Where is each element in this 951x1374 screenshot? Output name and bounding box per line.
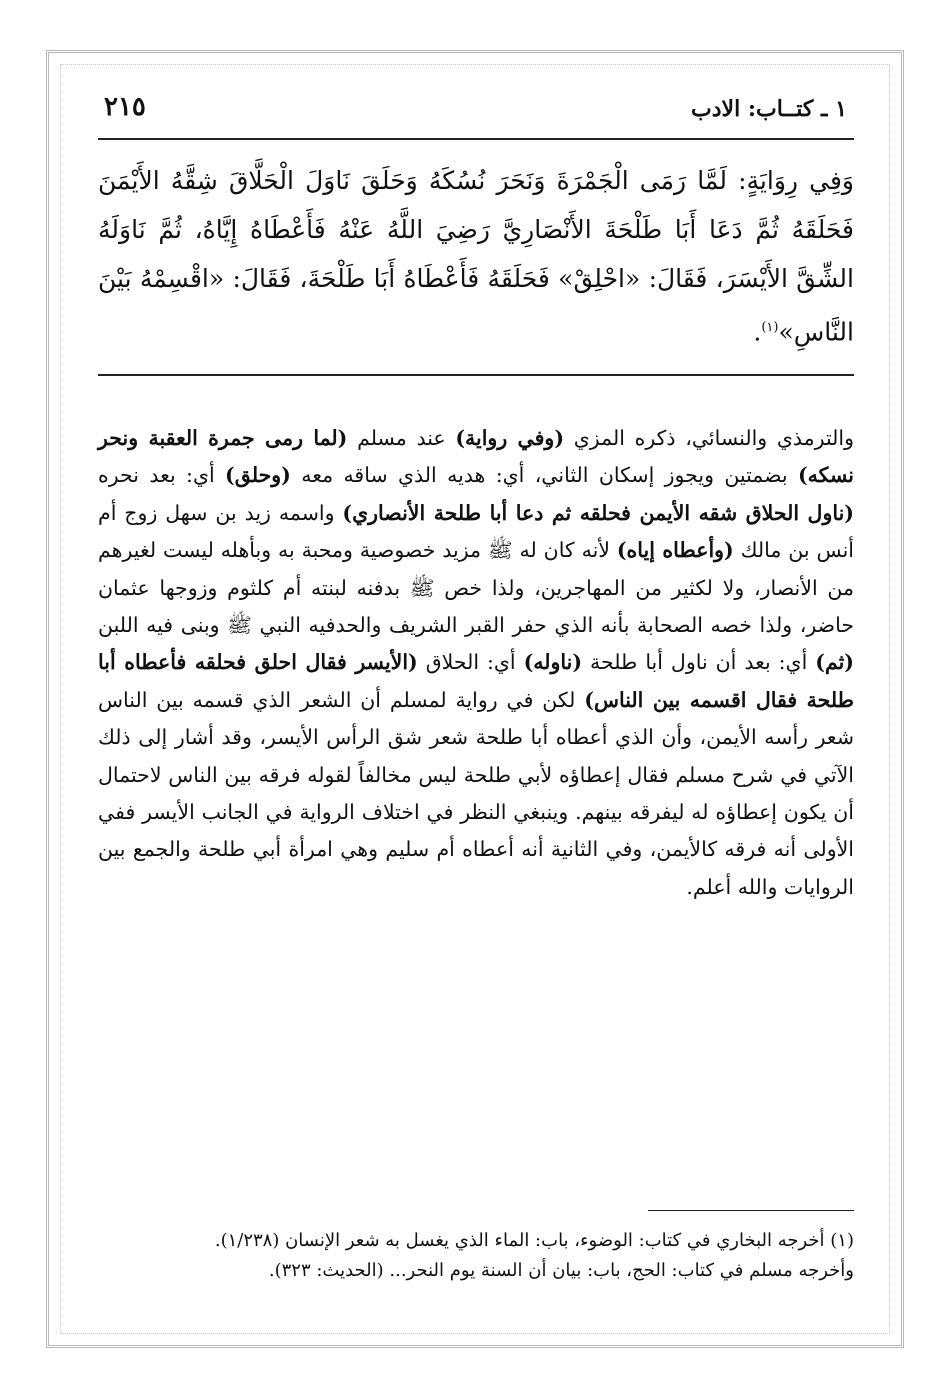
commentary-segment: لأنه كان له ﷺ مزيد خصوصية ومحبة به وبأهله ليست لغيرهم من الأنصار، ولا لكثير من المهاجرين، ولذا خص ﷺ بدفنه لبنته أم كلثوم وزوجها عثمان حاضر، ولذا خصه الصحابة بأنه الذي حفر القبر الشريف والحدفيه النبي ﷺ وبنى فيه اللبن xyxy=(98,538,854,638)
footnotes xyxy=(98,1226,854,1286)
commentary-segment: عند مسلم xyxy=(347,426,456,450)
commentary-quote: (ناول الحلاق شقه الأيمن فحلقه ثم دعا أبا طلحة الأنصاري) xyxy=(342,500,854,525)
commentary-quote: (وأعطاه إياه) xyxy=(616,538,734,563)
commentary-segment: بضمتين ويجوز إسكان الثاني، أي: هديه الذي ساقه معه xyxy=(290,463,798,488)
commentary-quote: (وحلق) xyxy=(225,463,291,488)
commentary-segment: لكن في رواية لمسلم أن الشعر الذي قسمه بين الناس شعر رأسه الأيمن، وأن الذي أعطاه أبا طلحة شعر شق الرأس الأيسر، وقد أشار إلى ذلك الآتي في شرح مسلم فقال إعطاؤه لأبي طلحة ليس مخالفاً لقوله فرقه بين الناس لاحتمال أن يكون إعطاؤه له ليفرقه بينهم. وينبغي النظر في اختلاف الرواية في الجانب الأيسر ففي الأولى أنه فرقه كالأيمن، وفي الثانية أنه أعطاه أم سليم وهي امرأة أبي طلحة والجمع بين الروايات والله أعلم. xyxy=(98,687,854,899)
header-rule xyxy=(98,138,854,140)
commentary-segment: أي: بعد أن ناول أبا طلحة xyxy=(582,650,816,675)
commentary-segment: واسمه زيد بن سهل زوج أم أنس بن مالك xyxy=(98,500,854,563)
commentary-quote: (لما رمى جمرة العقبة ونحر نسكه) xyxy=(98,426,854,488)
footnote-ref: (١) xyxy=(761,320,779,335)
commentary-quote: (الأيسر فقال احلق فحلقه فأعطاه أبا طلحة فقال اقسمه بين الناس) xyxy=(98,650,855,712)
hadith-body: وَفِي رِوَايَةٍ: لَمَّا رَمَى الْجَمْرَةَ وَنَحَرَ نُسُكَهُ وَحَلَقَ نَاوَلَ الْحَلَّاقَ شِقَّهُ الأَيْمَنَ فَحَلَقَهُ ثُمَّ دَعَا أَبَا طَلْحَةَ الأَنْصَارِيَّ رَضِيَ اللَّهُ عَنْهُ فَأَعْطَاهُ إِيَّاهُ، ثُمَّ نَاوَلَهُ الشِّقَّ الأَيْسَرَ، فَقَالَ: «احْلِقْ» فَحَلَقَهُ فَأَعْطَاهُ أَبَا طَلْحَةَ، فَقَالَ: «اقْسِمْهُ بَيْنَ النَّاسِ» xyxy=(98,166,854,347)
footnote-1-continued: وأخرجه مسلم في كتاب: الحج، باب: بيان أن السنة يوم النحر... (الحديث: ٣٢٣). xyxy=(268,1260,854,1281)
footnote-1: (١) أخرجه البخاري في كتاب: الوضوء، باب: الماء الذي يغسل به شعر الإنسان (١/٢٣٨). xyxy=(214,1230,854,1251)
hadith-text xyxy=(98,156,854,356)
hadith-end: . xyxy=(753,317,762,347)
commentary-segment: أي: الحلاق xyxy=(417,650,524,675)
footnote-rule xyxy=(648,1210,854,1211)
hadith-separator xyxy=(98,374,854,376)
running-head: ١ ـ كتــاب: الادب xyxy=(691,96,847,122)
commentary-text xyxy=(98,420,854,906)
commentary-quote: (ناوله) xyxy=(523,650,583,675)
commentary-quote: (وفي رواية) xyxy=(455,426,565,450)
page-number: ٢١٥ xyxy=(104,92,146,122)
commentary-segment: والترمذي والنسائي، ذكره المزي xyxy=(564,426,855,450)
commentary-segment: أي: بعد نحره xyxy=(98,463,226,488)
commentary-quote: (ثم) xyxy=(815,650,854,675)
